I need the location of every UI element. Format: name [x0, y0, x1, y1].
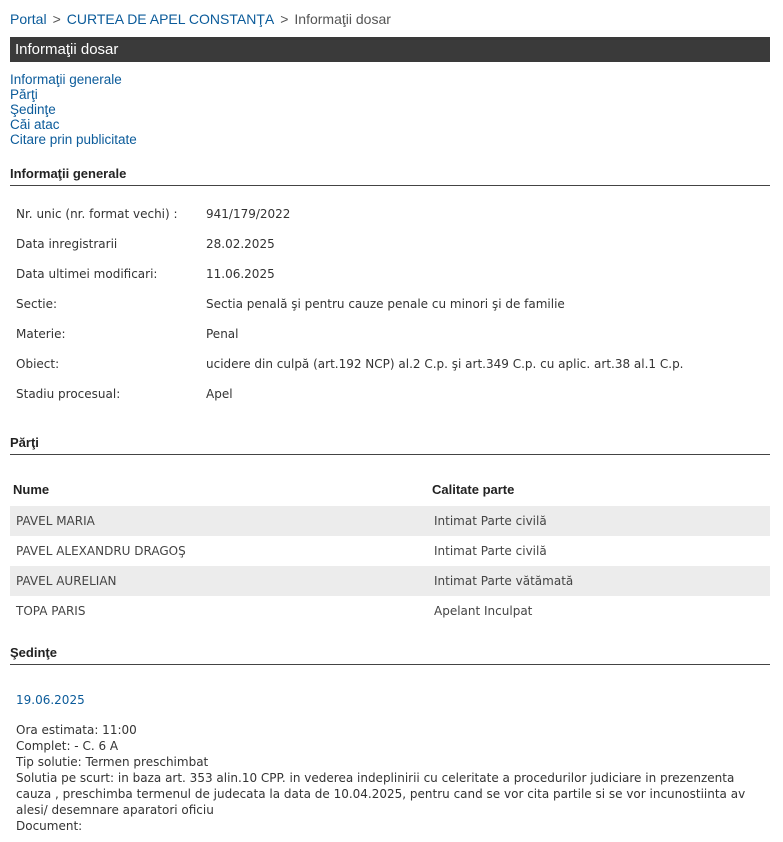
sedinta-solutie: Solutia pe scurt: in baza art. 353 alin.10 CPP. in vederea indeplinirii cu celeritate a procedurilor judiciare in prezenzenta cauza , preschimba termenul de judecata la data de 10.04.2025, pentru cand se vor cita partile si se vor incunostiinta av alesi/ desemnare aparatori oficiu: [16, 771, 746, 817]
table-row: [10, 536, 770, 566]
breadcrumb-separator: >: [52, 11, 61, 27]
section-heading-informatii-generale: Informaţii generale: [10, 166, 770, 186]
party-role: Intimat Parte vătămată: [434, 574, 574, 588]
info-value: 28.02.2025: [206, 237, 275, 251]
info-value: Sectia penală şi pentru cauze penale cu minori şi de familie: [206, 297, 565, 311]
toc-link-sedinte[interactable]: Şedinţe: [10, 102, 56, 117]
breadcrumb-current: Informaţii dosar: [294, 11, 391, 27]
breadcrumb: [10, 11, 391, 27]
info-label: Stadiu procesual:: [16, 387, 121, 401]
toc-link-parti[interactable]: Părţi: [10, 87, 38, 102]
info-value: ucidere din culpă (art.192 NCP) al.2 C.p. şi art.349 C.p. cu aplic. art.38 al.1 C.p.: [206, 357, 684, 371]
info-value: 941/179/2022: [206, 207, 291, 221]
sedinta-tip-solutie: Tip solutie: Termen preschimbat: [16, 755, 209, 769]
table-of-contents: [10, 72, 137, 147]
info-label: Obiect:: [16, 357, 60, 371]
info-label: Materie:: [16, 327, 66, 341]
party-name: PAVEL AURELIAN: [16, 574, 117, 588]
info-label: Data ultimei modificari:: [16, 267, 158, 281]
table-row: [10, 566, 770, 596]
column-header-calitate: Calitate parte: [432, 482, 515, 497]
toc-link-informatii-generale[interactable]: Informaţii generale: [10, 72, 122, 87]
breadcrumb-separator: >: [280, 11, 289, 27]
sedinta-entry: [16, 692, 766, 834]
sedinta-complet: Complet: - C. 6 A: [16, 739, 119, 753]
info-label: Data inregistrarii: [16, 237, 118, 251]
toc-link-cai-atac[interactable]: Căi atac: [10, 117, 60, 132]
info-value: 11.06.2025: [206, 267, 275, 281]
party-role: Intimat Parte civilă: [434, 544, 547, 558]
table-header: [10, 477, 770, 506]
party-role: Apelant Inculpat: [434, 604, 533, 618]
sedinta-document: Document:: [16, 819, 83, 833]
sedinta-ora: Ora estimata: 11:00: [16, 723, 137, 737]
section-heading-parti: Părţi: [10, 435, 770, 455]
sedinta-date: 19.06.2025: [16, 693, 85, 707]
info-label: Sectie:: [16, 297, 58, 311]
party-name: PAVEL ALEXANDRU DRAGOŞ: [16, 544, 186, 558]
breadcrumb-court-link[interactable]: CURTEA DE APEL CONSTANŢA: [66, 11, 275, 27]
table-row: [10, 596, 770, 626]
info-value: Apel: [206, 387, 233, 401]
party-role: Intimat Parte civilă: [434, 514, 547, 528]
section-heading-sedinte: Şedinţe: [10, 645, 770, 665]
party-name: PAVEL MARIA: [16, 514, 95, 528]
info-label: Nr. unic (nr. format vechi) :: [16, 207, 178, 221]
party-name: TOPA PARIS: [16, 604, 86, 618]
parti-table: [10, 477, 770, 626]
toc-link-citare[interactable]: Citare prin publicitate: [10, 132, 137, 147]
table-row: [10, 506, 770, 536]
page-title: Informaţii dosar: [10, 37, 770, 62]
info-value: Penal: [206, 327, 239, 341]
column-header-nume: Nume: [13, 482, 50, 497]
breadcrumb-portal-link[interactable]: Portal: [10, 11, 47, 27]
